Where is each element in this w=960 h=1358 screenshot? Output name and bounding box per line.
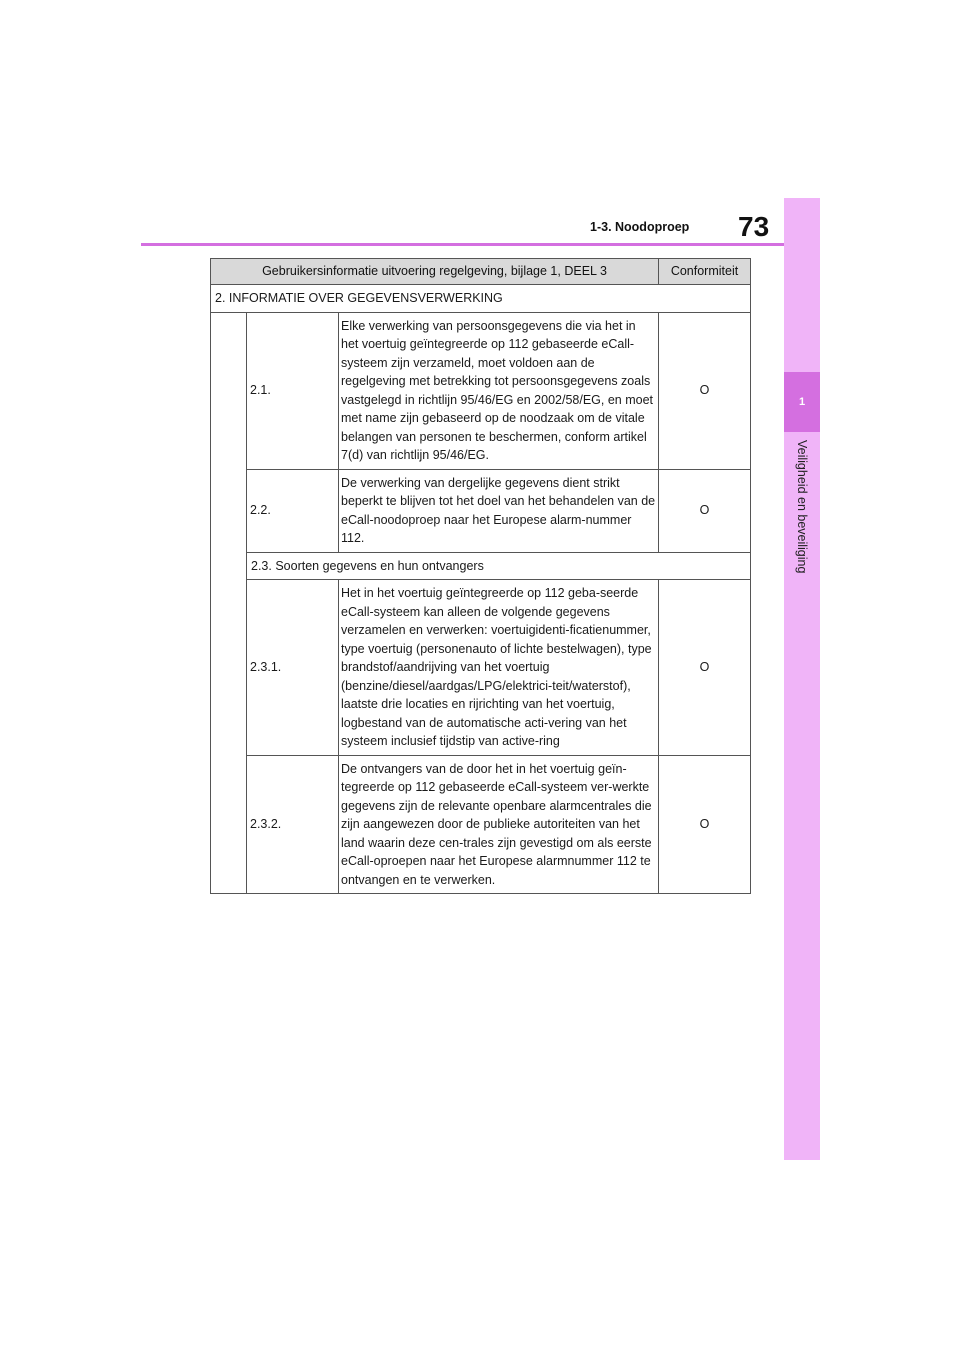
table-header-row bbox=[211, 259, 751, 285]
row-text: De verwerking van dergelijke gegevens dient strikt beperkt te blijven tot het doel van het behandelen van de eCall-noodoproep naar het Europese alarm-nummer 112. bbox=[339, 469, 659, 552]
table-row bbox=[211, 580, 751, 756]
row-number: 2.3.2. bbox=[247, 755, 339, 894]
header-divider bbox=[141, 243, 784, 246]
table-row bbox=[211, 755, 751, 894]
chapter-number-tab bbox=[784, 372, 820, 432]
section-title: 1-3. Noodoproep bbox=[590, 220, 690, 234]
header-cell-info: Gebruikersinformatie uitvoering regelgeving, bijlage 1, DEEL 3 bbox=[211, 259, 659, 285]
chapter-number: 1 bbox=[798, 396, 806, 408]
row-conformity: O bbox=[659, 755, 751, 894]
table-row bbox=[211, 469, 751, 552]
row-conformity: O bbox=[659, 312, 751, 469]
page-number: 73 bbox=[738, 211, 770, 242]
row-conformity: O bbox=[659, 469, 751, 552]
row-text: Het in het voertuig geïntegreerde op 112 geba-seerde eCall-systeem kan alleen de volgende gegevens verzamelen en verwerken: voertuigidenti-ficatienummer, type voertuig (personenauto of lichte bestelwagen), type brandstof/aandrijving van het voertuig (benzine/diesel/aardgas/LPG/elektrici-teit/waterstof), laatste drie locaties en rijrichting van het voertuig, logbestand van de automatische acti-vering van het systeem inclusief tijdstip van active-ring bbox=[339, 580, 659, 756]
subheading: 2.3. Soorten gegevens en hun ontvangers bbox=[247, 552, 751, 580]
row-conformity: O bbox=[659, 580, 751, 756]
table-row bbox=[211, 312, 751, 469]
row-text: Elke verwerking van persoonsgegevens die via het in het voertuig geïntegreerde op 112 gebaseerde eCall-systeem zijn verzameld, moet voldoen aan de regelgeving met betrekking tot persoonsgegevens zoals vastgelegd in richtlijn 95/46/EG en 2002/58/EG, en moet met name zijn gebaseerd op de noodzaak om de vitale belangen van personen te beschermen, conform artikel 7(d) van richtlijn 95/46/EG. bbox=[339, 312, 659, 469]
table-section-row bbox=[211, 285, 751, 313]
header-cell-conformity: Conformiteit bbox=[659, 259, 751, 285]
row-number: 2.3.1. bbox=[247, 580, 339, 756]
indent-cell bbox=[211, 312, 247, 894]
section-heading: 2. INFORMATIE OVER GEGEVENSVERWERKING bbox=[211, 285, 751, 313]
row-number: 2.1. bbox=[247, 312, 339, 469]
chapter-sidebar bbox=[784, 198, 820, 1160]
row-number: 2.2. bbox=[247, 469, 339, 552]
regulation-table bbox=[210, 258, 751, 894]
chapter-title: Veiligheid en beveiliging bbox=[795, 440, 809, 574]
table-subheading-row bbox=[211, 552, 751, 580]
row-text: De ontvangers van de door het in het voertuig geïn-tegreerde op 112 gebaseerde eCall-systeem ver-werkte gegevens zijn de relevante openbare alarmcentrales die zijn aangewezen door de publieke autoriteiten van het land waarin deze cen-trales zijn gevestigd om als eerste eCall-oproepen naar het Europese alarmnummer 112 te ontvangen en te verwerken. bbox=[339, 755, 659, 894]
